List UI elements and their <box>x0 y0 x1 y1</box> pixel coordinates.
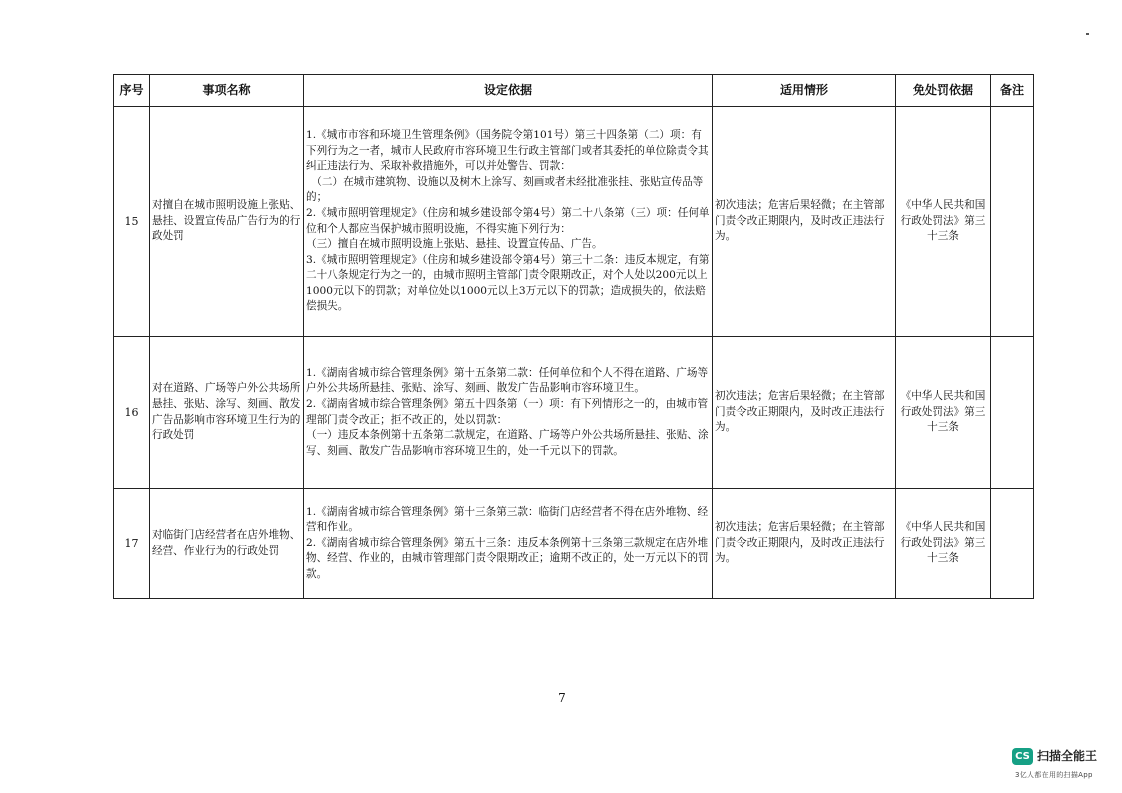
scan-speck <box>1086 33 1089 35</box>
applicable-situation: 初次违法；危害后果轻微；在主管部门责令改正期限内，及时改正违法行为。 <box>713 489 896 599</box>
exemption-basis: 《中华人民共和国行政处罚法》第三十三条 <box>896 107 991 337</box>
legal-basis <box>304 107 713 337</box>
basis-paragraph: 3.《城市照明管理规定》（住房和城乡建设部令第4号）第三十二条：违反本规定，有第二十八条规定行为之一的，由城市照明主管部门责令限期改正，对个人处以200元以上1000元以下的罚款；对单位处以1000元以上3万元以下的罚款；造成损失的，依法赔偿损失。 <box>306 253 710 313</box>
basis-paragraph: 2.《城市照明管理规定》（住房和城乡建设部令第4号）第二十八条第（三）项：任何单位和个人都应当保护城市照明设施，不得实施下列行为： <box>306 206 710 235</box>
watermark-tagline: 3亿人都在用的扫描App <box>1015 771 1093 779</box>
item-name: 对临街门店经营者在店外堆物、经营、作业行为的行政处罚 <box>150 489 304 599</box>
table-header-row <box>114 75 1034 107</box>
basis-paragraph: 2.《湖南省城市综合管理条例》第五十四条第（一）项：有下列情形之一的，由城市管理部门责令改正；拒不改正的，处以罚款： <box>306 397 709 426</box>
header-note: 备注 <box>991 75 1034 107</box>
header-applicable: 适用情形 <box>713 75 896 107</box>
basis-paragraph: 1.《城市市容和环境卫生管理条例》（国务院令第101号）第三十四条第（二）项：有下列行为之一者，城市人民政府市容环境卫生行政主管部门或者其委托的单位除责令其纠正违法行为、采取补救措施外，可以并处警告、罚款： <box>306 128 709 173</box>
basis-paragraph: 1.《湖南省城市综合管理条例》第十五条第二款：任何单位和个人不得在道路、广场等户外公共场所悬挂、张贴、涂写、刻画、散发广告品影响市容环境卫生。 <box>306 366 709 395</box>
row-number: 16 <box>114 337 150 489</box>
item-name: 对擅自在城市照明设施上张贴、悬挂、设置宣传品广告行为的行政处罚 <box>150 107 304 337</box>
row-number: 17 <box>114 489 150 599</box>
applicable-situation: 初次违法；危害后果轻微；在主管部门责令改正期限内，及时改正违法行为。 <box>713 337 896 489</box>
row-number: 15 <box>114 107 150 337</box>
penalty-exemption-table <box>113 74 1034 599</box>
note-cell <box>991 107 1034 337</box>
legal-basis <box>304 489 713 599</box>
scanner-watermark <box>1012 745 1112 785</box>
table-row <box>114 337 1034 489</box>
item-name: 对在道路、广场等户外公共场所悬挂、张贴、涂写、刻画、散发广告品影响市容环境卫生行为的行政处罚 <box>150 337 304 489</box>
exemption-basis: 《中华人民共和国行政处罚法》第三十三条 <box>896 489 991 599</box>
exemption-basis: 《中华人民共和国行政处罚法》第三十三条 <box>896 337 991 489</box>
applicable-situation: 初次违法；危害后果轻微；在主管部门责令改正期限内，及时改正违法行为。 <box>713 107 896 337</box>
watermark-app-name: 扫描全能王 <box>1037 749 1098 763</box>
table-row <box>114 107 1034 337</box>
basis-paragraph: 2.《湖南省城市综合管理条例》第五十三条：违反本条例第十三条第三款规定在店外堆物、经营、作业的，由城市管理部门责令限期改正；逾期不改正的，处一万元以下的罚款。 <box>306 536 709 580</box>
header-seq: 序号 <box>114 75 150 107</box>
basis-paragraph: 1.《湖南省城市综合管理条例》第十三条第三款：临街门店经营者不得在店外堆物、经营和作业。 <box>306 505 709 534</box>
header-basis: 设定依据 <box>304 75 713 107</box>
basis-paragraph: （一）违反本条例第十五条第二款规定，在道路、广场等户外公共场所悬挂、张贴、涂写、刻画、散发广告品影响市容环境卫生的，处一千元以下的罚款。 <box>306 429 709 457</box>
basis-paragraph: （三）擅自在城市照明设施上张贴、悬挂、设置宣传品、广告。 <box>306 238 603 251</box>
header-item-name: 事项名称 <box>150 75 304 107</box>
note-cell <box>991 337 1034 489</box>
basis-paragraph: （二）在城市建筑物、设施以及树木上涂写、刻画或者未经批准张挂、张贴宣传品等的； <box>306 175 704 204</box>
page-number: 7 <box>558 691 566 705</box>
camscanner-logo-icon: CS <box>1012 748 1033 765</box>
legal-basis <box>304 337 713 489</box>
table-row <box>114 489 1034 599</box>
header-exempt-basis: 免处罚依据 <box>896 75 991 107</box>
note-cell <box>991 489 1034 599</box>
